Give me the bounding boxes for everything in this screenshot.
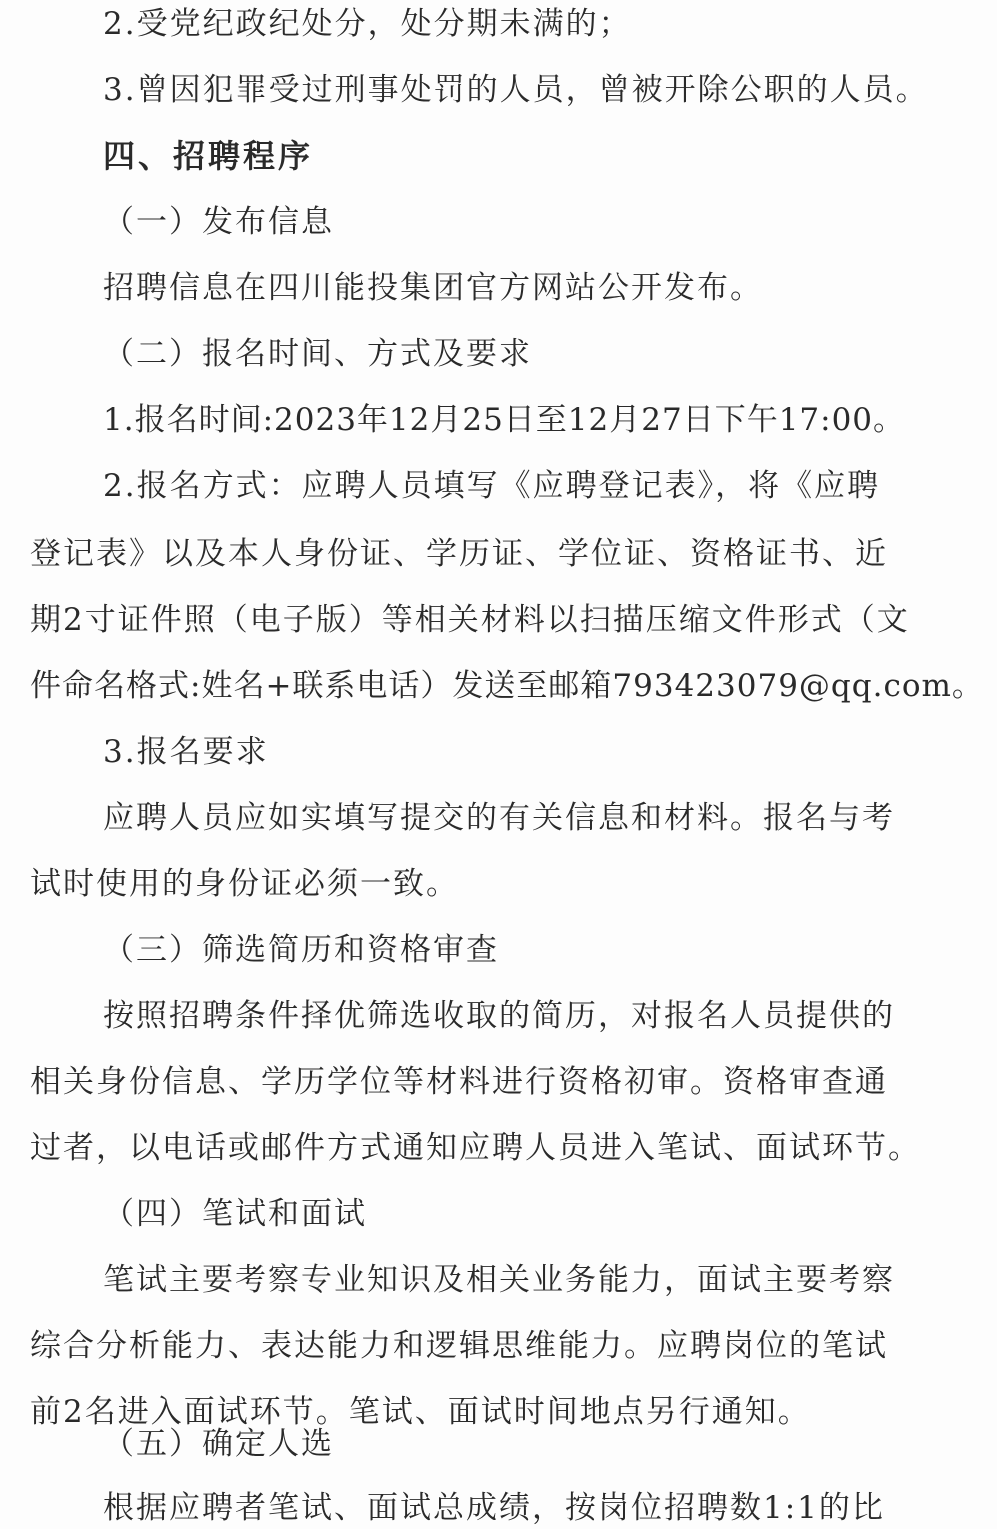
list-item: 3.曾因犯罪受过刑事处罚的人员，曾被开除公职的人员。 — [103, 72, 929, 108]
subsection-heading: （一）发布信息 — [103, 204, 334, 240]
paragraph-line: 招聘信息在四川能投集团官方网站公开发布。 — [103, 270, 763, 306]
subsection-heading: （四）笔试和面试 — [103, 1196, 367, 1232]
paragraph-line: 应聘人员应如实填写提交的有关信息和材料。报名与考 — [103, 800, 895, 836]
subsection-heading: （二）报名时间、方式及要求 — [103, 336, 532, 372]
section-heading: 四、招聘程序 — [103, 137, 314, 175]
paragraph-line: 过者，以电话或邮件方式通知应聘人员进入笔试、面试环节。 — [30, 1130, 921, 1166]
subsection-heading: （五）确定人选 — [103, 1426, 334, 1462]
list-item: 1.报名时间:2023年12月25日至12月27日下午17:00。 — [103, 402, 906, 438]
paragraph-line: 件命名格式:姓名+联系电话）发送至邮箱793423079@qq.com。 — [30, 668, 984, 704]
list-item: 3.报名要求 — [103, 734, 269, 770]
paragraph-line: 登记表》以及本人身份证、学历证、学位证、资格证书、近 — [30, 536, 888, 572]
paragraph-line: 笔试主要考察专业知识及相关业务能力，面试主要考察 — [103, 1262, 895, 1298]
list-item: 2.报名方式：应聘人员填写《应聘登记表》，将《应聘 — [103, 468, 881, 504]
paragraph-line: 相关身份信息、学历学位等材料进行资格初审。资格审查通 — [30, 1064, 888, 1100]
list-item: 2.受党纪政纪处分，处分期未满的； — [103, 6, 632, 42]
subsection-heading: （三）筛选简历和资格审查 — [103, 932, 499, 968]
paragraph-line: 前2名进入面试环节。笔试、面试时间地点另行通知。 — [30, 1394, 811, 1430]
paragraph-line: 按照招聘条件择优筛选收取的简历，对报名人员提供的 — [103, 998, 895, 1034]
paragraph-line: 试时使用的身份证必须一致。 — [30, 866, 459, 902]
paragraph-line: 综合分析能力、表达能力和逻辑思维能力。应聘岗位的笔试 — [30, 1328, 888, 1364]
paragraph-line: 根据应聘者笔试、面试总成绩，按岗位招聘数1:1的比 — [103, 1490, 885, 1526]
paragraph-line: 期2寸证件照（电子版）等相关材料以扫描压缩文件形式（文 — [30, 602, 910, 638]
